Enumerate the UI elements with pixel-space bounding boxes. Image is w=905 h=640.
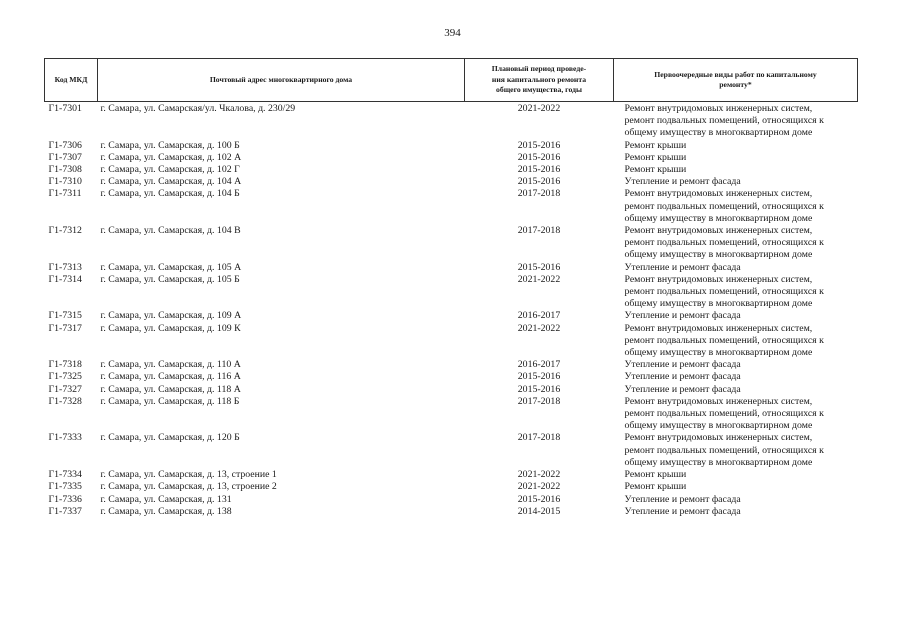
- table-row: [45, 152, 858, 164]
- table-row: [45, 310, 858, 322]
- works-line: Ремонт внутридомовых инженерных систем,: [624, 188, 813, 200]
- header-period-line: ния капитального ремонта: [491, 74, 587, 84]
- cell-period: 2015-2016: [517, 176, 561, 188]
- cell-code: Г1-7327: [48, 383, 82, 395]
- cell-code: Г1-7311: [48, 188, 82, 200]
- works-line: Ремонт крыши: [624, 164, 687, 176]
- cell-address: г. Самара, ул. Самарская/ул. Чкалова, д. 230/29: [100, 103, 296, 114]
- table-row: [45, 371, 858, 383]
- table-row: [45, 323, 858, 360]
- works-line: Ремонт внутридомовых инженерных систем,: [624, 273, 813, 285]
- cell-period: 2015-2016: [517, 493, 561, 505]
- cell-period: 2017-2018: [517, 432, 561, 444]
- header-period-line: Плановый период проведе-: [491, 64, 587, 74]
- cell-address: г. Самара, ул. Самарская, д. 102 А: [100, 151, 242, 163]
- table-row: [45, 140, 858, 152]
- header-address: Почтовый адрес многоквартирного дома: [98, 59, 465, 102]
- works-line: общему имуществу в многоквартирном доме: [624, 249, 813, 261]
- cell-period: 2017-2018: [517, 225, 561, 237]
- works-line: ремонт подвальных помещений, относящихся к: [624, 408, 824, 420]
- works-line: Ремонт крыши: [624, 481, 687, 493]
- cell-works: [614, 102, 858, 140]
- table-row: [45, 102, 858, 140]
- header-works-line: ремонту*: [719, 80, 752, 89]
- works-line: Ремонт крыши: [624, 151, 687, 163]
- cell-period: 2015-2016: [517, 164, 561, 176]
- cell-period: 2015-2016: [517, 383, 561, 395]
- cell-works: [614, 506, 858, 518]
- table-body: [45, 102, 858, 518]
- cell-code: Г1-7314: [48, 273, 82, 285]
- works-line: Утепление и ремонт фасада: [624, 310, 741, 322]
- table-row: [45, 469, 858, 481]
- cell-period: 2021-2022: [517, 103, 561, 114]
- cell-works: [614, 262, 858, 274]
- table-row: [45, 188, 858, 225]
- works-line: ремонт подвальных помещений, относящихся к: [624, 286, 824, 298]
- table-row: [45, 481, 858, 493]
- works-line: Утепление и ремонт фасада: [624, 383, 741, 395]
- table-row: [45, 432, 858, 469]
- cell-works: [614, 371, 858, 383]
- cell-address: г. Самара, ул. Самарская, д. 116 А: [100, 371, 241, 383]
- cell-works: [614, 469, 858, 481]
- works-line: общему имуществу в многоквартирном доме: [624, 420, 813, 432]
- cell-works: [614, 152, 858, 164]
- works-line: Утепление и ремонт фасада: [624, 261, 741, 273]
- works-line: Ремонт внутридомовых инженерных систем,: [624, 395, 813, 407]
- cell-code: Г1-7333: [48, 432, 82, 444]
- header-code: Код МКД: [45, 59, 98, 102]
- cell-period: 2014-2015: [517, 505, 561, 517]
- cell-address: г. Самара, ул. Самарская, д. 13, строение 1: [100, 469, 277, 481]
- works-line: общему имуществу в многоквартирном доме: [624, 456, 813, 468]
- works-line: Ремонт внутридомовых инженерных систем,: [624, 103, 813, 114]
- cell-works: [614, 164, 858, 176]
- cell-period: 2015-2016: [517, 151, 561, 163]
- cell-period: 2015-2016: [517, 261, 561, 273]
- cell-works: [614, 225, 858, 262]
- cell-address: г. Самара, ул. Самарская, д. 104 А: [100, 176, 242, 188]
- cell-code: Г1-7337: [48, 505, 82, 517]
- cell-works: [614, 310, 858, 322]
- works-line: Ремонт внутридомовых инженерных систем,: [624, 322, 813, 334]
- cell-code: Г1-7308: [48, 164, 82, 176]
- cell-address: г. Самара, ул. Самарская, д. 118 А: [100, 383, 241, 395]
- cell-code: Г1-7315: [48, 310, 82, 322]
- cell-works: [614, 176, 858, 188]
- cell-address: г. Самара, ул. Самарская, д. 105 Б: [100, 273, 240, 285]
- cell-address: г. Самара, ул. Самарская, д. 109 К: [100, 322, 241, 334]
- cell-address: г. Самара, ул. Самарская, д. 102 Г: [100, 164, 240, 176]
- housing-register-table: [44, 58, 858, 518]
- cell-code: Г1-7301: [48, 103, 82, 114]
- cell-period: 2016-2017: [517, 310, 561, 322]
- works-line: общему имуществу в многоквартирном доме: [624, 347, 813, 359]
- table-row: [45, 262, 858, 274]
- header-works: [614, 59, 858, 102]
- cell-address: г. Самара, ул. Самарская, д. 120 Б: [100, 432, 240, 444]
- works-line: общему имуществу в многоквартирном доме: [624, 298, 813, 310]
- cell-code: Г1-7318: [48, 359, 82, 371]
- cell-code: Г1-7313: [48, 261, 82, 273]
- cell-works: [614, 274, 858, 311]
- cell-works: [614, 396, 858, 433]
- cell-address: г. Самара, ул. Самарская, д. 138: [100, 505, 232, 517]
- cell-works: [614, 494, 858, 506]
- cell-code: Г1-7325: [48, 371, 82, 383]
- cell-period: 2017-2018: [517, 188, 561, 200]
- cell-period: 2021-2022: [517, 322, 561, 334]
- cell-address: г. Самара, ул. Самарская, д. 110 А: [100, 359, 241, 371]
- cell-code: Г1-7306: [48, 139, 82, 151]
- header-period: [465, 59, 614, 102]
- cell-code: Г1-7307: [48, 151, 82, 163]
- header-works-line: Первоочередные виды работ по капитальному: [654, 69, 817, 79]
- works-line: Утепление и ремонт фасада: [624, 176, 741, 188]
- cell-code: Г1-7312: [48, 225, 82, 237]
- works-line: Утепление и ремонт фасада: [624, 371, 741, 383]
- cell-code: Г1-7334: [48, 469, 82, 481]
- cell-code: Г1-7335: [48, 481, 82, 493]
- cell-period: 2021-2022: [517, 469, 561, 481]
- cell-code: Г1-7336: [48, 493, 82, 505]
- table-row: [45, 396, 858, 433]
- works-line: ремонт подвальных помещений, относящихся к: [624, 200, 824, 212]
- cell-code: Г1-7310: [48, 176, 82, 188]
- cell-code: Г1-7317: [48, 322, 82, 334]
- cell-address: г. Самара, ул. Самарская, д. 131: [100, 493, 232, 505]
- table-row: [45, 384, 858, 396]
- works-line: Утепление и ремонт фасада: [624, 505, 741, 517]
- header-period-line: общего имущества, годы: [496, 85, 582, 95]
- cell-address: г. Самара, ул. Самарская, д. 109 А: [100, 310, 242, 322]
- works-line: ремонт подвальных помещений, относящихся к: [624, 115, 824, 127]
- cell-address: г. Самара, ул. Самарская, д. 104 В: [100, 225, 241, 237]
- table-row: [45, 274, 858, 311]
- cell-address: г. Самара, ул. Самарская, д. 105 А: [100, 261, 242, 273]
- cell-address: г. Самара, ул. Самарская, д. 118 Б: [100, 395, 240, 407]
- cell-address: г. Самара, ул. Самарская, д. 100 Б: [100, 139, 240, 151]
- table-row: [45, 506, 858, 518]
- cell-period: 2016-2017: [517, 359, 561, 371]
- works-line: Ремонт внутридомовых инженерных систем,: [624, 225, 813, 237]
- works-line: Ремонт внутридомовых инженерных систем,: [624, 432, 813, 444]
- cell-works: [614, 432, 858, 469]
- cell-period: 2021-2022: [517, 481, 561, 493]
- works-line: Утепление и ремонт фасада: [624, 359, 741, 371]
- table-row: [45, 359, 858, 371]
- works-line: ремонт подвальных помещений, относящихся к: [624, 237, 824, 249]
- cell-works: [614, 323, 858, 360]
- cell-works: [614, 481, 858, 493]
- cell-code: Г1-7328: [48, 395, 82, 407]
- cell-address: г. Самара, ул. Самарская, д. 13, строение 2: [100, 481, 277, 493]
- cell-period: 2015-2016: [517, 139, 561, 151]
- table-row: [45, 176, 858, 188]
- page-number: 394: [444, 27, 461, 39]
- table-row: [45, 494, 858, 506]
- cell-works: [614, 188, 858, 225]
- works-line: ремонт подвальных помещений, относящихся к: [624, 444, 824, 456]
- works-line: Ремонт крыши: [624, 139, 687, 151]
- works-line: Ремонт крыши: [624, 469, 687, 481]
- cell-works: [614, 140, 858, 152]
- works-line: Утепление и ремонт фасада: [624, 493, 741, 505]
- table-row: [45, 225, 858, 262]
- works-line: ремонт подвальных помещений, относящихся к: [624, 334, 824, 346]
- cell-address: г. Самара, ул. Самарская, д. 104 Б: [100, 188, 240, 200]
- works-line: общему имуществу в многоквартирном доме: [624, 127, 813, 139]
- cell-period: 2021-2022: [517, 273, 561, 285]
- table-header: [45, 59, 858, 102]
- cell-works: [614, 384, 858, 396]
- cell-period: 2015-2016: [517, 371, 561, 383]
- table-row: [45, 164, 858, 176]
- works-line: общему имуществу в многоквартирном доме: [624, 212, 813, 224]
- cell-period: 2017-2018: [517, 395, 561, 407]
- cell-works: [614, 359, 858, 371]
